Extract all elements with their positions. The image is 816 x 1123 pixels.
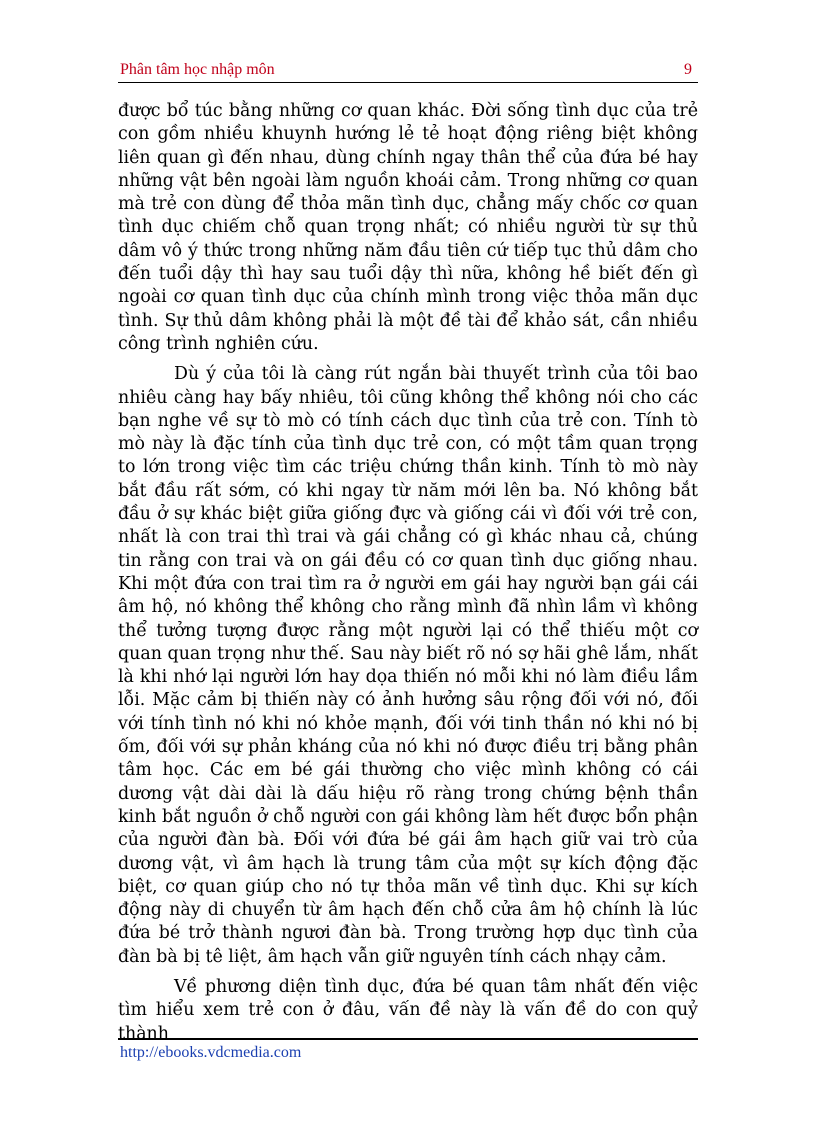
page-body	[118, 100, 698, 1046]
paragraph-3: Về phương diện tình dục, đứa bé quan tâm nhất đến việc tìm hiểu xem trẻ con ở đâu, vấn đề này là vấn đề do con quỷ thành	[118, 976, 698, 1044]
footer-link[interactable]: http://ebooks.vdcmedia.com	[120, 1044, 302, 1061]
page-header	[118, 60, 698, 83]
paragraph-2: Dù ý của tôi là càng rút ngắn bài thuyết trình của tôi bao nhiêu càng hay bấy nhiêu, tôi cũng không thể không nói cho các bạn nghe về sự tò mò có tính cách dục tình của trẻ con. Tính tò mò này là đặc tính của tình dục trẻ con, có một tầm quan trọng to lớn trong việc tìm các triệu chứng thần kinh. Tính tò mò này bắt đầu rất sớm, có khi ngay từ năm mới lên ba. Nó không bắt đầu ở sự khác biệt giữa giống đực và giống cái vì đối với trẻ con, nhất là con trai thì trai và gái chẳng có gì khác nhau cả, chúng tin rằng con trai và on gái đều có cơ quan tình dục giống nhau. Khi một đứa con trai tìm ra ở người em gái hay người bạn gái cái âm hộ, nó không thể không cho rằng mình đã nhìn lầm vì không thể tưởng tượng được rằng một người lại có thể thiếu một cơ quan quan trọng như thế. Sau này biết rõ nó sợ hãi ghê lắm, nhất là khi nhớ lại người lớn hay dọa thiến nó mỗi khi nó làm điều lầm lỗi. Mặc cảm bị thiến này có ảnh hưởng sâu rộng đối với nó, đối với tính tình nó khi nó khỏe mạnh, đối với tinh thần nó khi nó bị ốm, đối với sự phản kháng của nó khi nó được điều trị bằng phân tâm học. Các em bé gái thường cho việc mình không có cái dương vật dài dài là dấu hiệu rõ ràng trong chứng bệnh thần kinh bắt nguồn ở chỗ người con gái không làm hết được bổn phận của người đàn bà. Đối với đứa bé gái âm hạch giữ vai trò của dương vật, vì âm hạch là trung tâm của một sự kích động đặc biệt, cơ quan giúp cho nó tự thỏa mãn về tình dục. Khi sự kích động này di chuyển từ âm hạch đến chỗ cửa âm hộ chính là lúc đứa bé trở thành ngươi đàn bà. Trong trường hợp dục tình của đàn bà bị tê liệt, âm hạch vẫn giữ nguyên tính cách nhạy cảm.	[118, 364, 698, 967]
paragraph-1: được bổ túc bằng những cơ quan khác. Đời sống tình dục của trẻ con gồm nhiều khuynh hướng lẻ tẻ hoạt động riêng biệt không liên quan gì đến nhau, dùng chính ngay thân thể của đứa bé hay những vật bên ngoài làm nguồn khoái cảm. Trong những cơ quan mà trẻ con dùng để thỏa mãn tình dục, chẳng mấy chốc cơ quan tình dục chiếm chỗ quan trọng nhất; có nhiều người từ sự thủ dâm vô ý thức trong những năm đầu tiên cứ tiếp tục thủ dâm cho đến tuổi dậy thì hay sau tuổi dậy thì nữa, không hề biết đến gì ngoài cơ quan tình dục của chính mình trong việc thỏa mãn dục tình. Sự thủ dâm không phải là một đề tài để khảo sát, cần nhiều công trình nghiên cứu.	[118, 101, 698, 354]
page-number: 9	[684, 61, 692, 78]
footer-divider	[118, 1038, 698, 1040]
book-title: Phân tâm học nhập môn	[120, 61, 275, 78]
